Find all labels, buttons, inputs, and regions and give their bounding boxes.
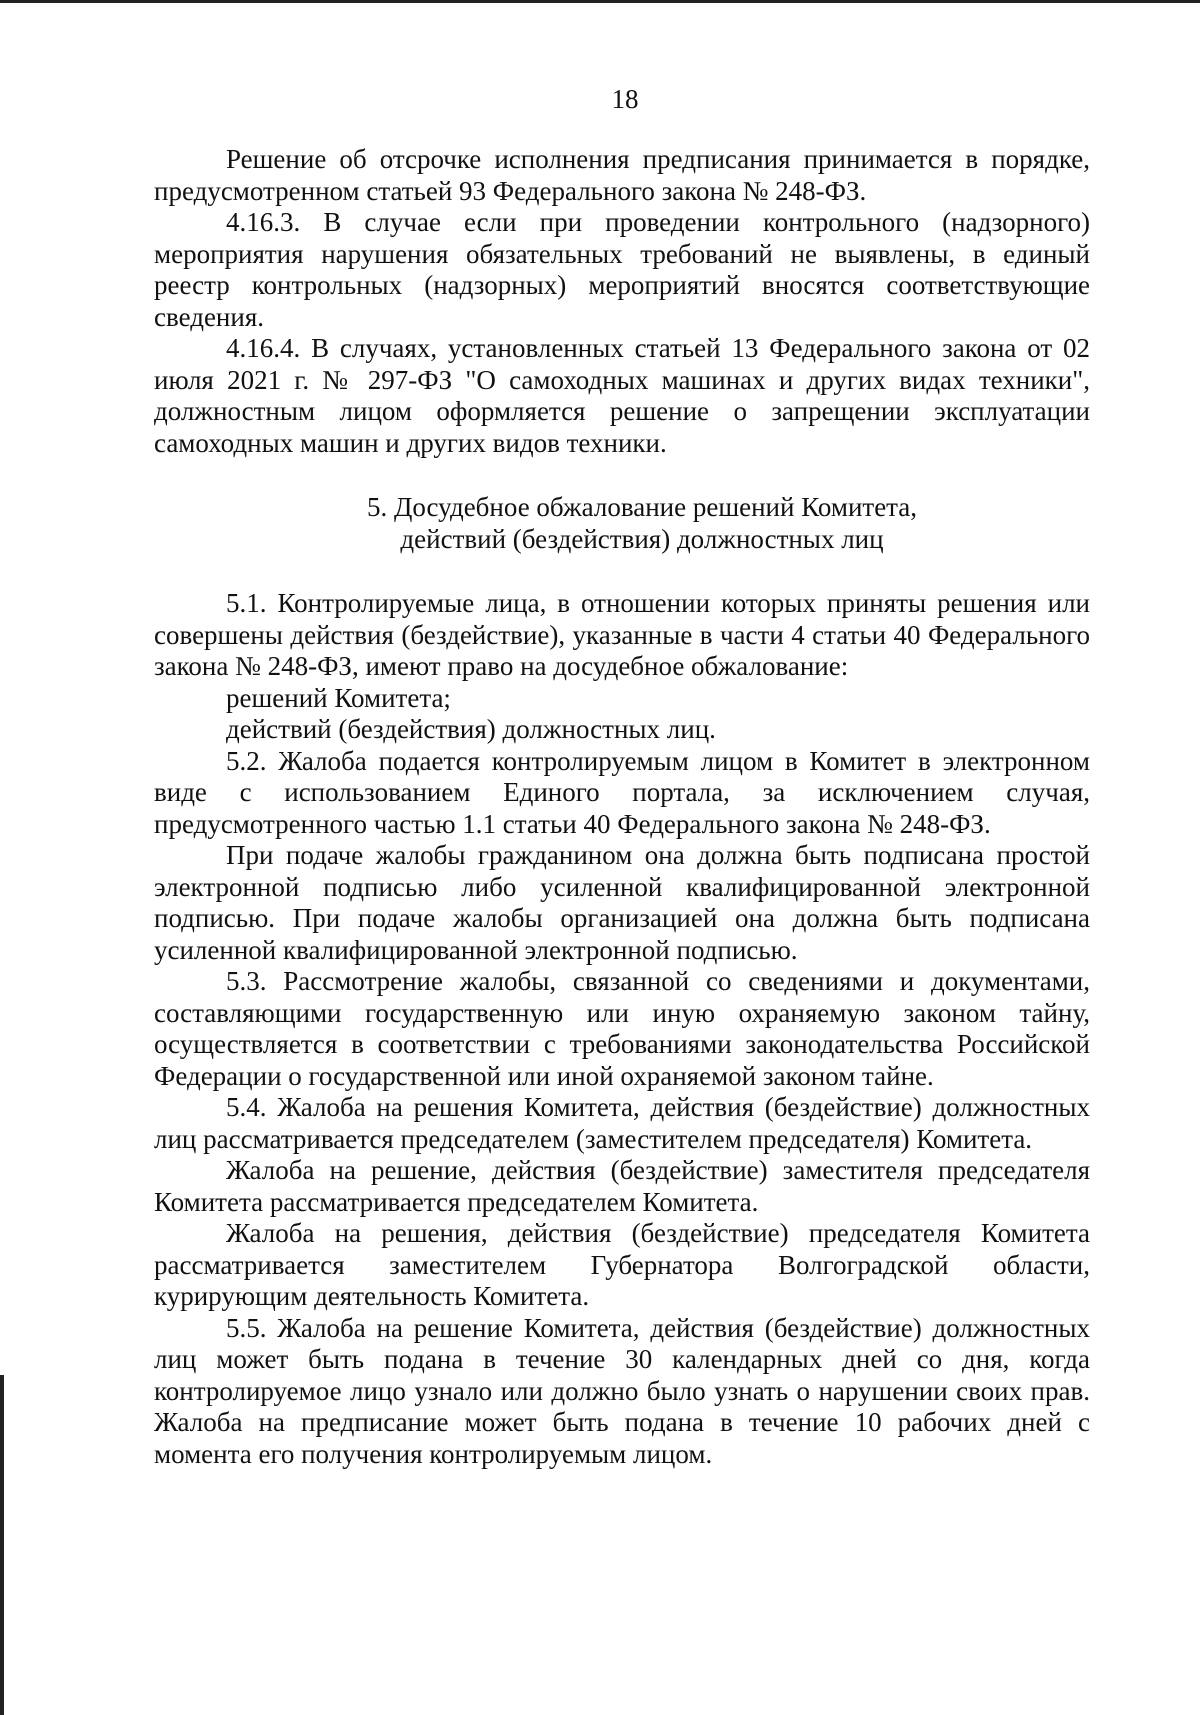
scan-border-left [0,1375,4,1715]
paragraph-4-16-4: 4.16.4. В случаях, установленных статьей 13 Федерального закона от 02 июля 2021 г. № 297-ФЗ "О самоходных машинах и других видах техники", должностным лицом оформляется решение о запрещении эксплуатации самоходных машин и других видов техники. [154,333,1090,458]
spacer [154,459,1090,492]
document-body [154,144,1090,1470]
page-number: 18 [611,84,639,114]
spacer [154,555,1090,588]
paragraph-5-5: 5.5. Жалоба на решение Комитета, действия (бездействие) должностных лиц может быть подана в течение 30 календарных дней со дня, когда контролируемое лицо узнало или должно было узнать о нарушении своих прав. Жалоба на предписание может быть подана в течение 10 рабочих дней с момента его получения контролируемым лицом. [154,1312,1090,1469]
scan-border-top [0,0,1200,3]
list-item-committee-decisions: решений Комитета; [226,682,451,713]
section-heading-line-1: 5. Досудебное обжалование решений Комитета, [366,492,918,522]
paragraph-5-1: 5.1. Контролируемые лица, в отношении которых приняты решения или совершены действия (бездействие), указанные в части 4 статьи 40 Федерального закона № 248-ФЗ, имеют право на досудебное обжалование: [154,588,1090,681]
paragraph-signature-requirements: При подаче жалобы гражданином она должна быть подписана простой электронной подписью либо усиленной квалифицированной электронной подписью. При подаче жалобы организацией она должна быть подписана усиленной квалифицированной электронной подписью. [154,840,1090,965]
section-heading-line-2: действий (бездействия) должностных лиц [400,523,884,554]
list-item-official-actions: действий (бездействия) должностных лиц. [226,714,716,744]
paragraph-5-2: 5.2. Жалоба подается контролируемым лицом в Комитет в электронном виде с использованием Единого портала, за исключением случая, предусмотренного частью 1.1 статьи 40 Федерального закона № 248-ФЗ. [154,745,1090,839]
paragraph-4-16-3: 4.16.3. В случае если при проведении контрольного (надзорного) мероприятия нарушения обязательных требований не выявлены, в единый реестр контрольных (надзорных) мероприятий вносятся соответствующие сведения. [154,207,1090,332]
paragraph-deferral-decision: Решение об отсрочке исполнения предписания принимается в порядке, предусмотренном статьей 93 Федерального закона № 248-ФЗ. [154,144,1090,206]
paragraph-5-4: 5.4. Жалоба на решения Комитета, действия (бездействие) должностных лиц рассматривается председателем (заместителем председателя) Комитета. [154,1092,1090,1154]
paragraph-5-3: 5.3. Рассмотрение жалобы, связанной со сведениями и документами, составляющими государственную или иную охраняемую законом тайну, осуществляется в соответствии с требованиями законодательства Российской Федерации о государственной или иной охраняемой законом тайне. [154,966,1090,1091]
paragraph-chairman-complaint: Жалоба на решения, действия (бездействие) председателя Комитета рассматривается заместителем Губернатора Волгоградской области, курирующим деятельность Комитета. [154,1218,1090,1311]
paragraph-deputy-complaint: Жалоба на решение, действия (бездействие) заместителя председателя Комитета рассматривается председателем Комитета. [154,1155,1090,1217]
